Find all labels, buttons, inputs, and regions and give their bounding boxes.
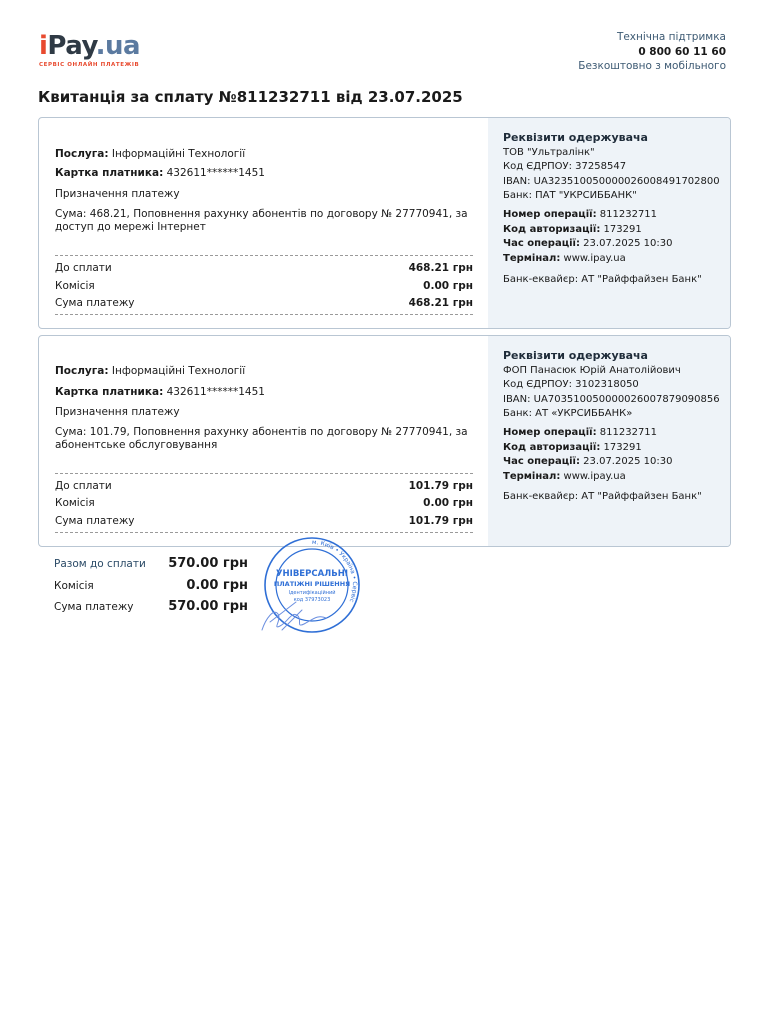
card-line: [55, 386, 475, 399]
purpose-label: Призначення платежу: [55, 406, 180, 418]
recipient-name: ТОВ "Ультралінк": [503, 146, 595, 158]
divider: [55, 255, 473, 256]
total-commission-row: [54, 578, 248, 600]
recipient-iban: IBAN: UA323510050000026008491702800: [503, 175, 720, 187]
logo-i: i: [39, 31, 48, 61]
to-pay-label: До сплати: [55, 262, 112, 274]
operation-time: [503, 455, 731, 470]
support-note: Безкоштовно з мобільного: [578, 60, 726, 72]
operation-time-label: Час операції:: [503, 456, 580, 468]
terminal-label: Термінал:: [503, 470, 561, 482]
acquirer-bank: Банк-еквайєр: АТ "Райффайзен Банк": [503, 274, 702, 285]
total-row: [54, 556, 248, 578]
auth-code-label: Код авторизації:: [503, 441, 601, 453]
payment-sum-value: 101.79 грн: [408, 515, 473, 527]
service-label: Послуга:: [55, 365, 109, 377]
recipient-edrpou: Код ЄДРПОУ: 37258547: [503, 161, 627, 173]
service-value: Інформаційні Технології: [111, 365, 246, 377]
purpose-text-line1: Сума: 101.79, Поповнення рахунку абонентів по договору № 27770941, за: [55, 426, 468, 438]
totals-summary: [54, 556, 248, 621]
commission-value: 0.00 грн: [423, 280, 473, 292]
stamp-line4: код 37973023: [293, 597, 331, 603]
ipay-logo[interactable]: [39, 31, 140, 68]
logo-tagline: СЕРВІС ОНЛАЙН ПЛАТЕЖІВ: [39, 62, 140, 68]
purpose-text-line1: Сума: 468.21, Поповнення рахунку абонентів по договору № 27770941, за: [55, 208, 468, 220]
service-label: Послуга:: [55, 148, 109, 160]
page-title: Квитанція за сплату №811232711 від 23.07.2025: [38, 88, 463, 106]
to-pay-label: До сплати: [55, 480, 112, 492]
commission-row: [55, 280, 473, 293]
recipient-name: ФОП Панасюк Юрій Анатолійович: [503, 364, 681, 376]
total-sum-row: [54, 599, 248, 621]
divider: [55, 473, 473, 474]
support-info: [578, 30, 726, 74]
operation-number-value: 811232711: [599, 427, 658, 438]
payment-sum-label: Сума платежу: [55, 515, 135, 527]
total-label: Разом до сплати: [54, 558, 146, 570]
auth-code: [503, 441, 731, 456]
purpose-text-line2: абонентське обслуговування: [55, 439, 218, 451]
support-label: Технічна підтримка: [616, 31, 726, 43]
terminal-label: Термінал:: [503, 252, 561, 264]
total-commission-value: 0.00 грн: [186, 577, 248, 593]
acquirer-bank: Банк-еквайєр: АТ "Райффайзен Банк": [503, 491, 702, 502]
card-value: 432611******1451: [166, 167, 265, 179]
logo-ua: .ua: [95, 31, 141, 61]
commission-value: 0.00 грн: [423, 497, 473, 509]
payment-sum-row: [55, 297, 473, 310]
card-label: Картка платника:: [55, 167, 164, 179]
total-sum-label: Сума платежу: [54, 601, 134, 613]
receipt-card: [38, 335, 731, 547]
to-pay-row: [55, 480, 473, 493]
stamp-ring-text: м. Київ • Україна • Сервіс: [311, 538, 358, 604]
recipient-bank: Банк: АТ «УКРСИББАНК»: [503, 408, 633, 420]
operation-number: [503, 426, 731, 441]
auth-code-label: Код авторизації:: [503, 223, 601, 235]
recipient-details: [488, 336, 730, 546]
stamp-line1: УНІВЕРСАЛЬНІ: [276, 569, 348, 579]
auth-code: [503, 223, 731, 238]
service-value: Інформаційні Технології: [111, 148, 246, 160]
operation-number-label: Номер операції:: [503, 427, 597, 438]
total-value: 570.00 грн: [168, 556, 248, 571]
card-value: 432611******1451: [166, 386, 265, 398]
operation-number: [503, 208, 731, 223]
purpose-label: Призначення платежу: [55, 188, 180, 200]
support-phone[interactable]: 0 800 60 11 60: [638, 45, 726, 58]
to-pay-row: [55, 262, 473, 275]
company-stamp: [252, 530, 367, 640]
auth-code-value: 173291: [603, 223, 642, 235]
payment-details: [39, 336, 488, 546]
stamp-line2: ПЛАТІЖНІ РІШЕННЯ: [273, 580, 351, 588]
total-sum-value: 570.00 грн: [168, 599, 248, 614]
card-label: Картка платника:: [55, 386, 164, 398]
terminal-value: www.ipay.ua: [563, 470, 626, 482]
operation-time-value: 23.07.2025 10:30: [583, 456, 673, 468]
total-commission-label: Комісія: [54, 579, 94, 592]
payment-sum-value: 468.21 грн: [408, 297, 473, 309]
service-line: [55, 365, 475, 378]
stamp-line3: Ідентифікаційний: [288, 590, 336, 596]
payment-sum-row: [55, 515, 473, 528]
recipient-title: Реквізити одержувача: [503, 349, 648, 362]
auth-code-value: 173291: [603, 441, 642, 453]
terminal-value: www.ipay.ua: [563, 252, 626, 264]
commission-label: Комісія: [55, 280, 95, 292]
to-pay-value: 101.79 грн: [408, 480, 473, 492]
recipient-iban: IBAN: UA703510050000026007879090856: [503, 393, 720, 405]
recipient-edrpou: Код ЄДРПОУ: 3102318050: [503, 379, 639, 391]
commission-row: [55, 497, 473, 510]
recipient-bank: Банк: ПАТ "УКРСИББАНК": [503, 190, 637, 202]
recipient-title: Реквізити одержувача: [503, 131, 648, 144]
operation-time: [503, 237, 731, 252]
terminal: [503, 252, 731, 267]
to-pay-value: 468.21 грн: [408, 262, 473, 274]
recipient-details: [488, 118, 730, 328]
logo-pay: Pay: [47, 31, 96, 61]
receipt-card: [38, 117, 731, 329]
commission-label: Комісія: [55, 497, 95, 509]
card-line: [55, 167, 475, 180]
operation-number-value: 811232711: [599, 209, 658, 220]
terminal: [503, 470, 731, 485]
service-line: [55, 148, 475, 161]
operation-time-value: 23.07.2025 10:30: [583, 238, 673, 250]
operation-number-label: Номер операції:: [503, 209, 597, 220]
divider: [55, 314, 473, 315]
payment-sum-label: Сума платежу: [55, 297, 135, 309]
payment-details: [39, 118, 488, 328]
purpose-text-line2: доступ до мережі Інтернет: [55, 221, 206, 233]
operation-time-label: Час операції:: [503, 238, 580, 250]
